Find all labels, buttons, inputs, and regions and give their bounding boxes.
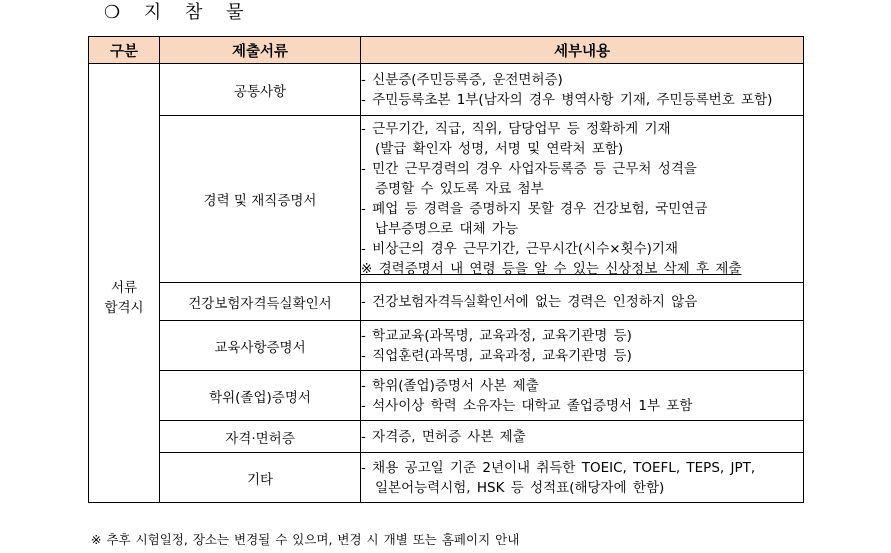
detail-line: - 신분증(주민등록증, 운전면허증)	[361, 71, 563, 88]
detail-cell	[361, 321, 804, 371]
detail-line: - 비상근의 경우 근무기간, 근무시간(시수×횟수)기재	[361, 241, 678, 257]
detail-line: - 직업훈련(과목명, 교육과정, 교육기관명 등)	[361, 347, 632, 364]
document-name: 학위(졸업)증명서	[160, 371, 361, 421]
category-label-line1: 서류	[110, 280, 138, 296]
detail-line: 일본어능력시험, HSK 등 성적표(해당자에 한함)	[375, 479, 665, 496]
detail-line: - 학위(졸업)증명서 사본 제출	[361, 377, 539, 394]
detail-cell	[361, 371, 804, 421]
table-row	[89, 64, 804, 116]
document-name: 건강보험자격득실확인서	[160, 283, 361, 321]
detail-line: - 근무기간, 직급, 직위, 담당업무 등 정확하게 기재	[361, 121, 671, 137]
table-row	[89, 321, 804, 371]
detail-line: 증명할 수 있도록 자료 첨부	[375, 181, 544, 197]
header-document: 제출서류	[160, 37, 361, 64]
detail-cell	[361, 116, 804, 283]
detail-cell	[361, 64, 804, 116]
detail-cell	[361, 283, 804, 321]
detail-line: - 민간 근무경력의 경우 사업자등록증 등 근무처 성격을	[361, 161, 697, 177]
table-row	[89, 453, 804, 503]
detail-line: - 폐업 등 경력을 증명하지 못할 경우 건강보험, 국민연금	[361, 201, 708, 217]
category-cell	[89, 64, 160, 503]
detail-line: - 자격증, 면허증 사본 제출	[361, 428, 526, 445]
section-heading: ❍ 지 참 물	[104, 2, 253, 23]
table-row	[89, 421, 804, 453]
footnote: ※ 추후 시험일정, 장소는 변경될 수 있으며, 변경 시 개별 또는 홈페이지 안내	[91, 532, 520, 547]
detail-line: - 건강보험자격득실확인서에 없는 경력은 인정하지 않음	[361, 293, 698, 310]
header-category: 구분	[89, 37, 160, 64]
detail-line: - 채용 공고일 기준 2년이내 취득한 TOEIC, TOEFL, TEPS, JPT,	[361, 459, 756, 476]
document-name: 자격·면허증	[160, 421, 361, 453]
header-details: 세부내용	[361, 37, 804, 64]
table-row	[89, 116, 804, 283]
document-name: 경력 및 재직증명서	[160, 116, 361, 283]
documents-table	[88, 36, 804, 503]
document-name: 기타	[160, 453, 361, 503]
table-row	[89, 283, 804, 321]
detail-line: - 주민등록초본 1부(남자의 경우 병역사항 기재, 주민등록번호 포함)	[361, 91, 773, 108]
document-name: 공통사항	[160, 64, 361, 116]
detail-cell	[361, 421, 804, 453]
detail-line: - 학교교육(과목명, 교육과정, 교육기관명 등)	[361, 327, 632, 344]
detail-cell	[361, 453, 804, 503]
table-header-row	[89, 37, 804, 64]
table-body	[89, 64, 804, 503]
document-name: 교육사항증명서	[160, 321, 361, 371]
detail-line: ※ 경력증명서 내 연령 등을 알 수 있는 신상정보 삭제 후 제출	[361, 261, 742, 277]
detail-line: - 석사이상 학력 소유자는 대학교 졸업증명서 1부 포함	[361, 397, 693, 414]
detail-line: 납부증명으로 대체 가능	[375, 221, 518, 237]
table-row	[89, 371, 804, 421]
category-label-line2: 합격시	[104, 300, 144, 316]
detail-line: (발급 확인자 성명, 서명 및 연락처 포함)	[375, 141, 624, 157]
